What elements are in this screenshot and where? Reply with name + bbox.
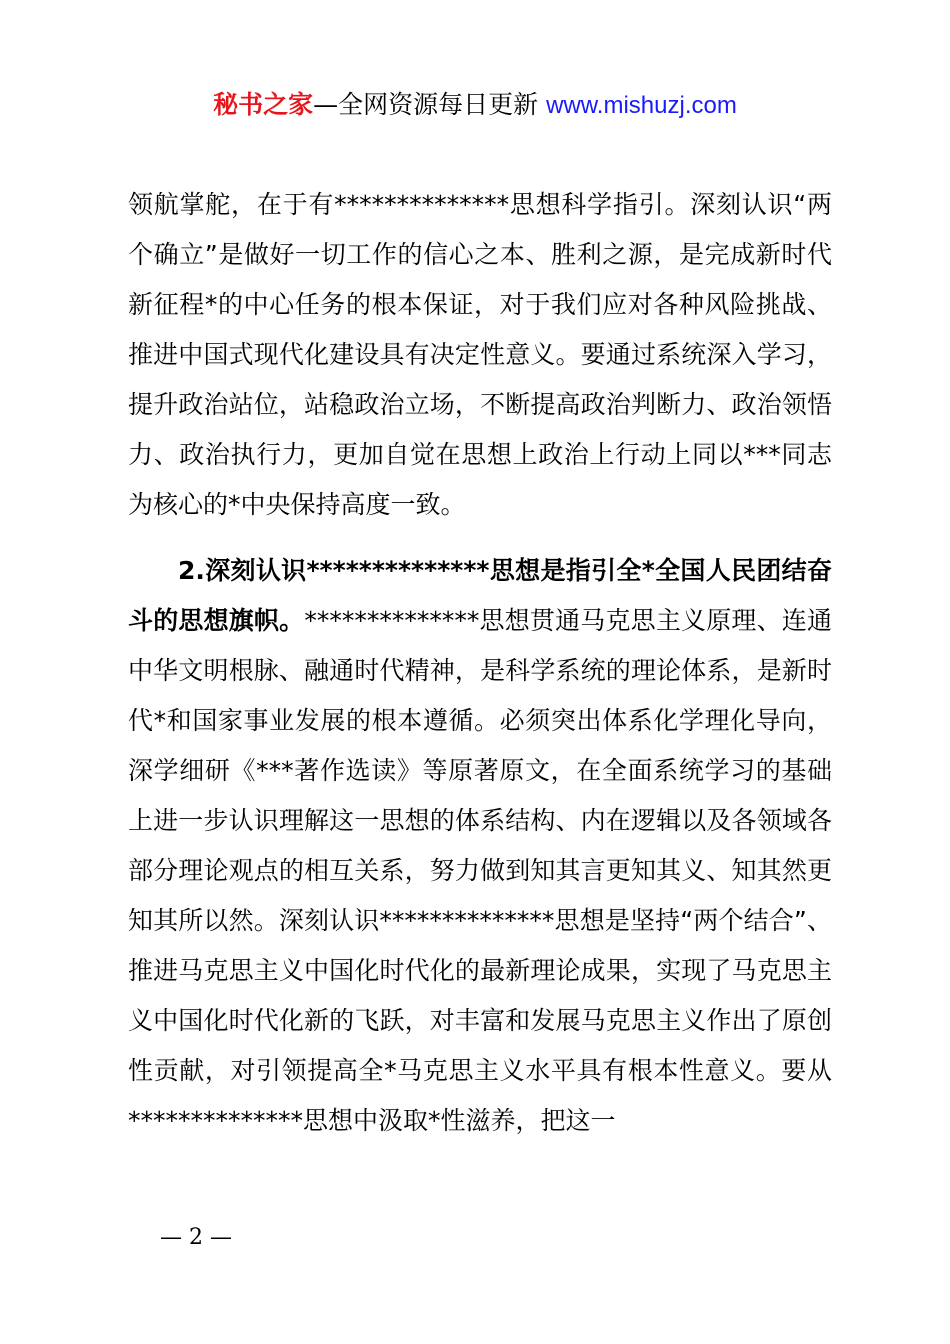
brand-name: 秘书之家 — [213, 90, 314, 119]
paragraph-text: 领航掌舵，在于有**************思想科学指引。深刻认识“两个确立”是做好一切工作的信心之本、胜利之源，是完成新时代新征程*的中心任务的根本保证，对于我们应对各种风险挑战、推进中国式现代化建设具有决定性意义。要通过系统深入学习，提升政治站位，站稳政治立场，不断提高政治判断力、政治领悟力、政治执行力，更加自觉在思想上政治上行动上同以***同志为核心的*中央保持高度一致。 — [128, 190, 832, 519]
website-link[interactable]: www.mishuzj.com — [546, 92, 737, 119]
paragraph-1 — [128, 180, 832, 530]
page-number: — 2 — — [160, 1225, 232, 1250]
document-body — [128, 180, 832, 1146]
paragraph-text: **************思想贯通马克思主义原理、连通中华文明根脉、融通时代精神，是科学系统的理论体系，是新时代*和国家事业发展的根本遵循。必须突出体系化学理化导向，深学细研《***著作选读》等原著原文，在全面系统学习的基础上进一步认识理解这一思想的体系结构、内在逻辑以及各领域各部分理论观点的相互关系，努力做到知其言更知其义、知其然更知其所以然。深刻认识**************思想是坚持“两个结合”、推进马克思主义中国化时代化的最新理论成果，实现了马克思主义中国化时代化新的飞跃，对丰富和发展马克思主义作出了原创性贡献，对引领提高全*马克思主义水平具有根本性意义。要从**************思想中汲取*性滋养，把这一 — [128, 606, 832, 1135]
page-header — [0, 88, 950, 123]
header-tagline: —全网资源每日更新 — [313, 90, 547, 119]
paragraph-2 — [128, 546, 832, 1146]
paragraph-lead: 2.深刻认识**************思想是指引全*全国人民团结奋斗的思想旗帜。 — [128, 556, 832, 635]
